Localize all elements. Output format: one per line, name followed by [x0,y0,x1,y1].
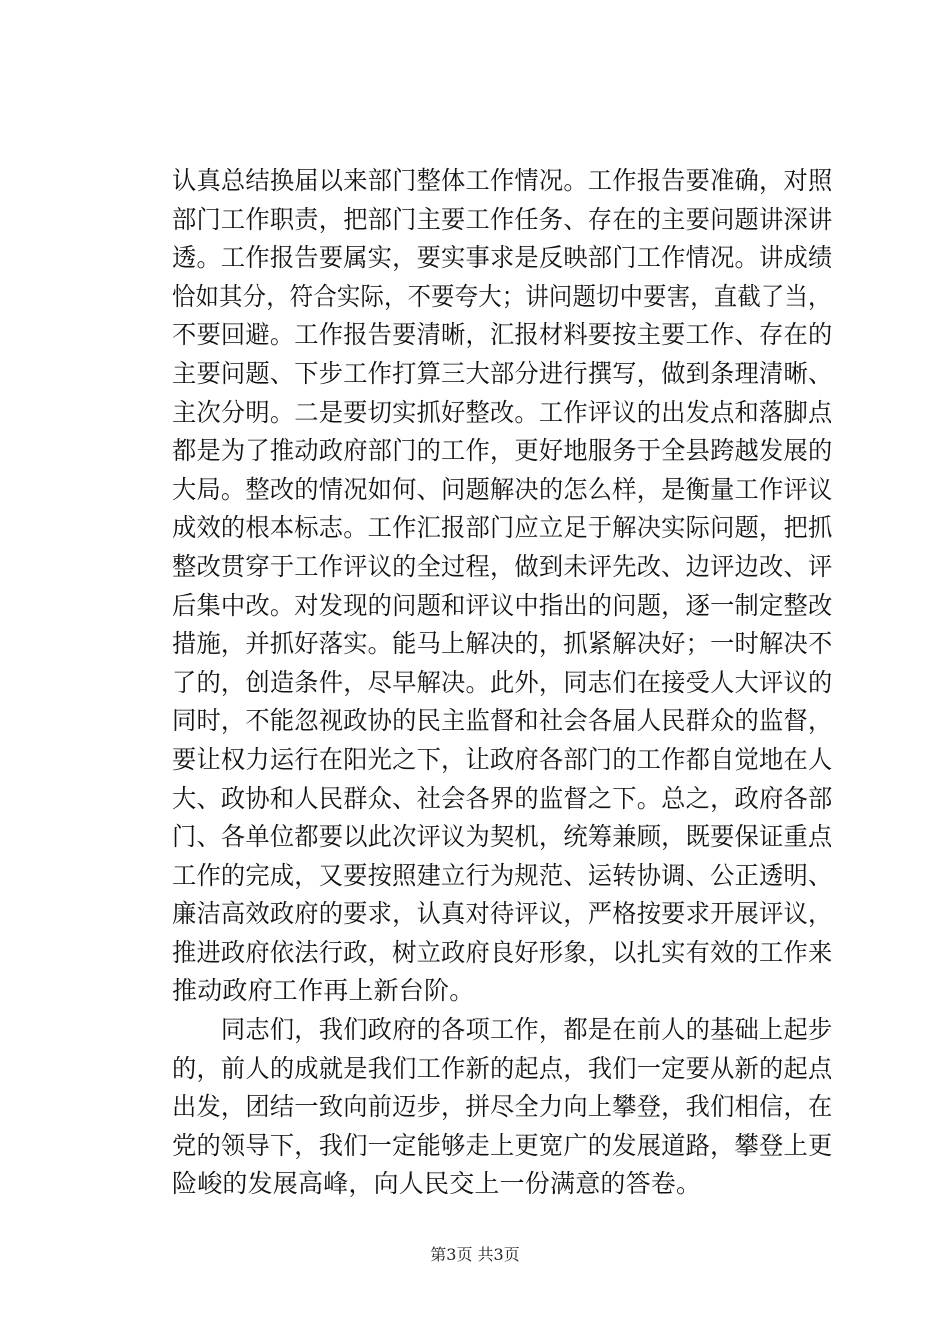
text-line: 后集中改。对发现的问题和评议中指出的问题，逐一制定整改 [172,590,833,620]
text-line: 要让权力运行在阳光之下，让政府各部门的工作都自觉地在人 [172,744,833,774]
text-line: 出发，团结一致向前迈步，拼尽全力向上攀登，我们相信，在 [172,1092,833,1122]
text-line: 同志们，我们政府的各项工作，都是在前人的基础上起步 [172,1015,833,1045]
text-line: 廉洁高效政府的要求，认真对待评议，严格按要求开展评议， [172,899,833,929]
text-line: 党的领导下，我们一定能够走上更宽广的发展道路，攀登上更 [172,1130,833,1160]
text-line: 大、政协和人民群众、社会各界的监督之下。总之，政府各部 [172,783,833,813]
text-line: 主次分明。二是要切实抓好整改。工作评议的出发点和落脚点 [172,397,833,427]
text-line: 主要问题、下步工作打算三大部分进行撰写，做到条理清晰、 [172,358,833,388]
text-line: 都是为了推动政府部门的工作，更好地服务于全县跨越发展的 [172,436,833,466]
text-line: 成效的根本标志。工作汇报部门应立足于解决实际问题，把抓 [172,513,833,543]
text-line: 推动政府工作再上新台阶。 [172,976,475,1006]
text-line: 险峻的发展高峰，向人民交上一份满意的答卷。 [172,1169,702,1199]
text-line: 措施，并抓好落实。能马上解决的，抓紧解决好；一时解决不 [172,629,833,659]
text-line: 推进政府依法行政，树立政府良好形象，以扎实有效的工作来 [172,937,833,967]
text-line: 工作的完成，又要按照建立行为规范、运转协调、公正透明、 [172,860,833,890]
text-line: 不要回避。工作报告要清晰，汇报材料要按主要工作、存在的 [172,320,833,350]
body-text [172,162,832,1204]
text-line: 同时，不能忽视政协的民主监督和社会各届人民群众的监督， [172,706,833,736]
text-line: 整改贯穿于工作评议的全过程，做到未评先改、边评边改、评 [172,551,833,581]
text-line: 恰如其分，符合实际，不要夸大；讲问题切中要害，直截了当， [172,281,832,311]
text-line: 部门工作职责，把部门主要工作任务、存在的主要问题讲深讲 [172,204,833,234]
text-line: 认真总结换届以来部门整体工作情况。工作报告要准确，对照 [172,166,833,195]
text-line: 的，前人的成就是我们工作新的起点，我们一定要从新的起点 [172,1053,833,1083]
text-line: 门、各单位都要以此次评议为契机，统筹兼顾，既要保证重点 [172,822,833,852]
text-line: 了的，创造条件，尽早解决。此外，同志们在接受人大评议的 [172,667,833,697]
text-line: 透。工作报告要属实，要实事求是反映部门工作情况。讲成绩 [172,243,833,273]
page-footer: 第3页 共3页 [430,1245,520,1264]
text-line: 大局。整改的情况如何、问题解决的怎么样，是衡量工作评议 [172,474,833,504]
